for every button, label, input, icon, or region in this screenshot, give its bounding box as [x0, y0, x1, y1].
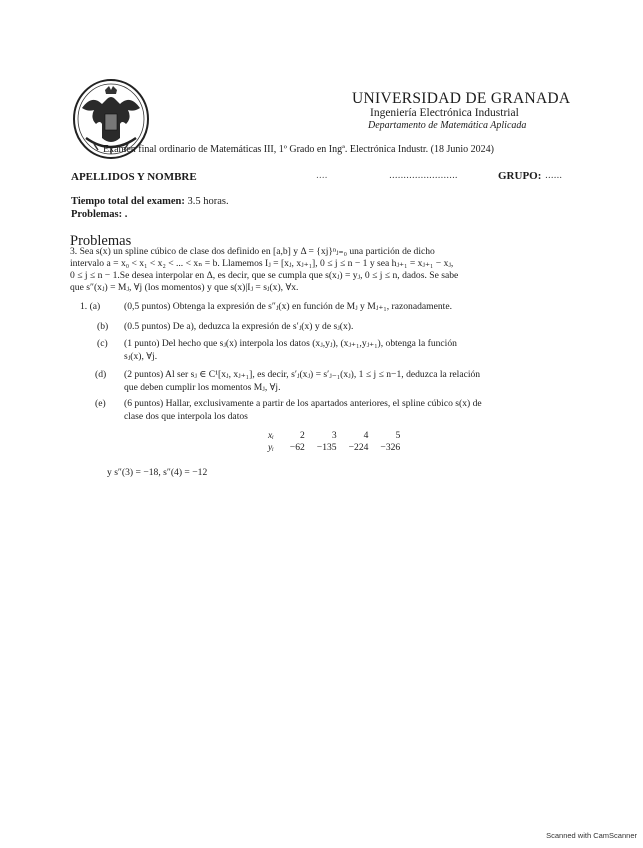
table-cell: −326 [380, 441, 401, 453]
subquestion-text: (6 puntos) Hallar, exclusivamente a partir de los apartados anteriores, el spline cúbico s(x) de [124, 398, 482, 409]
school-name: Ingeniería Electrónica Industrial [370, 107, 519, 119]
problem-line: 3. Sea s(x) un spline cúbico de clase dos definido en [a,b] y Δ = {xj}ⁿⱼ₌₀ una partición de dicho [70, 246, 435, 257]
name-field-label: APELLIDOS Y NOMBRE [71, 171, 197, 183]
exam-time-label: Tiempo total del examen: [71, 196, 185, 207]
subquestion-d [95, 369, 481, 393]
subquestion-text: (1 punto) Del hecho que sⱼ(x) interpola los datos (xⱼ,yⱼ), (xⱼ₊₁,yⱼ₊₁), obtenga la función [124, 338, 457, 349]
subquestion-label: (d) [95, 369, 107, 380]
subquestion-label: (b) [97, 321, 109, 332]
problem-statement [70, 246, 458, 294]
table-cell: −62 [289, 441, 305, 453]
subquestion-a [80, 301, 452, 313]
subquestion-e [95, 398, 482, 422]
scanner-watermark: Scanned with CamScanner [546, 831, 637, 840]
problems-label: Problemas: . [71, 209, 128, 220]
subquestion-text: clase dos que interpola los datos [124, 411, 248, 422]
table-cell: 5 [395, 430, 401, 441]
interpolation-data-table [262, 430, 406, 453]
exam-time [71, 196, 229, 207]
row-header: yᵢ [268, 441, 274, 453]
subquestion-label: (e) [95, 398, 106, 409]
university-name: UNIVERSIDAD DE GRANADA [352, 90, 571, 107]
row-header: xᵢ [268, 430, 274, 441]
name-field-dots[interactable]: .... [316, 171, 328, 181]
problem-line: intervalo a = x₀ < x₁ < x₂ < ... < xₙ = b. Llamemos Iⱼ = [xⱼ, xⱼ₊₁], 0 ≤ j ≤ n − 1 y sea hⱼ₊₁ = xⱼ₊₁ − xⱼ, [70, 257, 454, 269]
table-row [262, 430, 406, 442]
exam-title: Examen final ordinario de Matemáticas III, 1º Grado en Ingª. Electrónica Industr. (18 Junio 2024) [103, 144, 495, 155]
section-title: Problemas [70, 233, 132, 249]
subquestion-label: 1. (a) [80, 301, 101, 312]
subquestion-text: (0,5 puntos) Obtenga la expresión de s″ⱼ(x) en función de Mⱼ y Mⱼ₊₁, razonadamente. [124, 301, 452, 312]
table-cell: 4 [363, 430, 369, 441]
exam-time-value: 3.5 horas. [187, 196, 229, 207]
subquestion-c [97, 338, 457, 362]
group-field-label: GRUPO: [498, 170, 542, 182]
problem-line: que s″(xⱼ) = Mⱼ, ∀j (los momentos) y que s(x)|Iⱼ = sⱼ(x), ∀x. [70, 281, 299, 293]
department-name: Departamento de Matemática Aplicada [368, 120, 527, 131]
problem-line: 0 ≤ j ≤ n − 1.Se desea interpolar en Δ, es decir, que se cumpla que s(xⱼ) = yⱼ, 0 ≤ j ≤ n, dados. Se sabe [70, 269, 459, 281]
subquestion-text: que deben cumplir los momentos Mⱼ, ∀j. [124, 382, 281, 393]
table-cell: 2 [300, 430, 305, 441]
subquestion-text: (0.5 puntos) De a), deduzca la expresión de s′ⱼ(x) y de sⱼ(x). [124, 321, 354, 332]
group-field-dots[interactable]: ...... [545, 171, 563, 181]
table-cell: −224 [348, 441, 369, 453]
table-cell: −135 [316, 441, 337, 453]
boundary-conditions: y s″(3) = −18, s″(4) = −12 [107, 467, 208, 478]
subquestion-b [97, 321, 354, 333]
table-cell: 3 [331, 430, 337, 441]
subquestion-label: (c) [97, 338, 108, 349]
table-row [262, 442, 406, 454]
name-field-dots-2[interactable]: ........................ [389, 171, 458, 181]
subquestion-text: (2 puntos) Al ser sⱼ ∈ C¹[xⱼ, xⱼ₊₁], es decir, s′ⱼ(xⱼ) = s′ⱼ₋₁(xⱼ), 1 ≤ j ≤ n−1, deduzca la relación [124, 369, 481, 380]
subquestion-text: sⱼ(x), ∀j. [124, 351, 158, 362]
